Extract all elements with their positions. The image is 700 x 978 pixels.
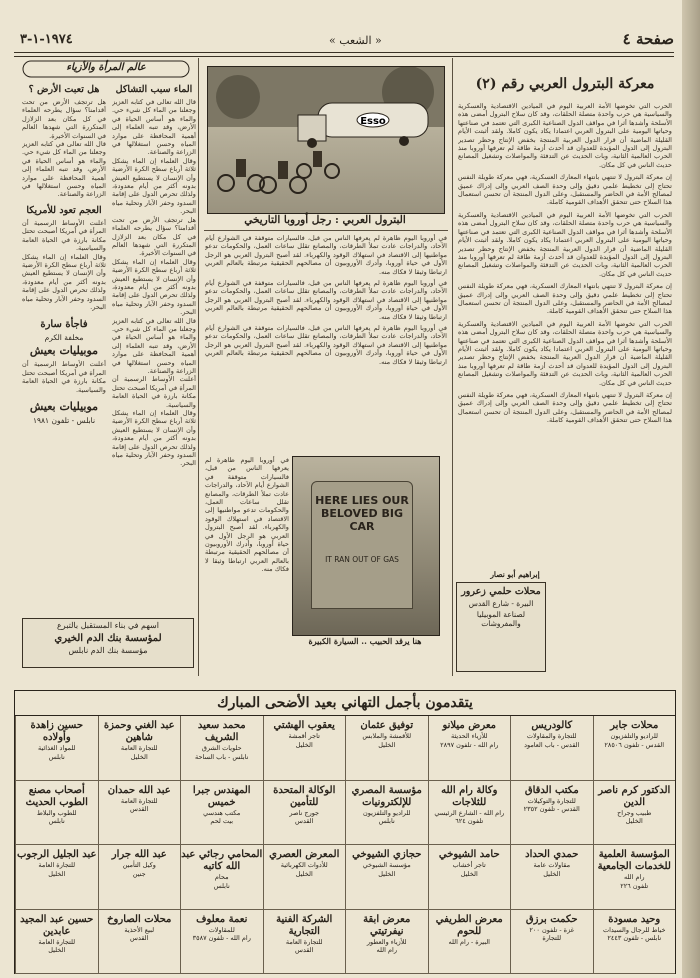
article-body: قال الله تعالى في كتابه العزيز وجعلنا من الماء كل شيء حي. والماء هو أساس الحياة في الأرض، وقد تنبه العلماء إلى أهمية المحافظة على موارد المياه وحسن استغلالها في الزراعة والصناعة. [112, 316, 196, 375]
greeting-cell [263, 845, 346, 910]
greeting-name: حمدي الحداد [525, 849, 579, 860]
greeting-name: معرض ابقة نيفرتيتي [363, 913, 411, 937]
photo2-caption: هنا يرقد الحبيب .. السيارة الكبيرة [308, 636, 422, 646]
photo-tanker-truck [207, 66, 445, 214]
greeting-cell [510, 910, 593, 975]
greeting-line: رام الله - تلفون ٣٥٨٧ [192, 934, 251, 942]
greeting-name: المعرض العصري [269, 849, 340, 860]
greeting-cell [98, 716, 181, 781]
article-body: إن معركة البترول لا تنتهي بانتهاء المعارك العسكرية، فهي معركة طويلة النفس تحتاج إلى تخطيط علمي دقيق وإلى وحدة الصف العربي وإلى إدراك عميق لمصالح الأمة في الحاضر والمستقبل، وعلى الدول المنتجة أن تحسن استعمال هذا السلاح حتى تتحقق الأهداف القومية كاملة. [458, 173, 672, 207]
greeting-line: الخليل [48, 946, 66, 954]
greeting-line: للتجارة العامة [38, 937, 76, 946]
greeting-cell [593, 781, 676, 846]
greeting-line: تلفون ٢٢٦ [620, 881, 649, 890]
greeting-name: وكالة رام الله للثلاجات [441, 784, 498, 808]
greeting-line: نابلس - تلفون ٢٤٤٣ [607, 934, 662, 942]
greeting-line: القدس [130, 805, 149, 813]
greeting-line: للأدوات الكهربائية [280, 861, 328, 869]
greeting-name: الشركة الفنية التجارية [276, 913, 333, 937]
article-body: الحرب التي تخوضها الأمة العربية اليوم في الميادين الاقتصادية والعسكرية والسياسية هي حرب واحدة متصلة الحلقات، وقد كان سلاح البترول أمضى هذه الأسلحة وأشدها أثرا في مواقف الدول الصناعية الكبرى التي تعتمد في صناعتها وحياتها اليومية على البترول العربي اعتمادا يكاد يكون كاملا. ولقد أثبتت الأيام القليلة الماضية أن قرار الدول العربية المنتجة بخفض الإنتاج وحظر تصدير البترول إلى الدول المؤيدة للعدوان قد أحدث أزمة طاقة لم تعرفها أوروبا منذ الحرب العالمية الثانية، وبات الحديث عن التدفئة والمواصلات وتشغيل المصانع حديث الناس في كل مكان. [458, 210, 672, 278]
greeting-cell [98, 910, 181, 975]
header-rule [14, 56, 674, 57]
photo1-caption: البترول العربي : رجل أوروبا التاريخي [244, 214, 406, 226]
greeting-name: الدكتور كرم ناصر الدين [598, 784, 671, 808]
article-signature: إبراهيم أبو نصار [490, 570, 540, 579]
greeting-line: الخليل [543, 869, 561, 878]
greeting-name: المحامي رجائي عبد الله كاتبه [181, 849, 263, 872]
greeting-line: للراديو والتلفزيون [610, 732, 658, 740]
greeting-line: القدس - تلفون ٢٣٥٢ [523, 805, 580, 813]
greeting-line: البيرة - رام الله [448, 937, 490, 946]
greeting-cell [180, 845, 263, 910]
greeting-line: للتجارة العامة [120, 796, 158, 805]
ad-brand: موبيليات بعيش [29, 399, 99, 413]
article-body: قال الله تعالى في كتابه العزيز وجعلنا من الماء كل شيء حي. والماء هو أساس الحياة في الأرض، وقد تنبه العلماء إلى أهمية المحافظة على موارد المياه وحسن استغلالها في الزراعة والصناعة. [112, 98, 196, 157]
greeting-cell [593, 716, 676, 781]
greeting-cell [345, 845, 428, 910]
greeting-cell [345, 716, 428, 781]
greeting-line: للأقمشة والملابس [362, 732, 412, 740]
greeting-line: خياط للرجال والسيدات [602, 925, 666, 934]
greeting-name: مؤسسة المصري للإلكترونيات [351, 784, 422, 808]
ad-line: مؤسسة بنك الدم نابلس [68, 646, 148, 655]
article-body: وقال العلماء إن الماء يشكل ثلاثة أرباع سطح الكرة الأرضية وأن الإنسان لا يستطيع العيش بدونه أكثر من أيام معدودة، ولذلك تحرص الدول على إقامة السدود وحفر الآبار وتحلية مياه البحر. [112, 409, 196, 468]
ad-line: اسهم في بناء المستقبل بالتبرع [57, 621, 159, 630]
greeting-name: عبد الله جرار [111, 849, 167, 860]
ad-zaarour [456, 582, 546, 672]
greeting-name: عبد الجليل الرجوب [17, 849, 97, 860]
greeting-line: مقاولات عامة [533, 861, 571, 869]
article-body: إن معركة البترول لا تنتهي بانتهاء المعارك العسكرية، فهي معركة طويلة النفس تحتاج إلى تخطيط علمي دقيق وإلى وحدة الصف العربي وإلى إدراك عميق لمصالح الأمة في الحاضر والمستقبل، وعلى الدول المنتجة أن تحسن استعمال هذا السلاح حتى تتحقق الأهداف القومية كاملة. [458, 391, 672, 425]
greetings-title: يتقدمون بأجمل التهاني بعيد الأضحى المبارك [15, 691, 675, 716]
greeting-cell [428, 845, 511, 910]
greeting-name: نعمة معلوف [196, 913, 248, 925]
greeting-line: رام الله - الشارع الرئيسي [434, 808, 505, 817]
article-body: أعلنت الأوساط الرسمية أن المرأة في أمريكا أصبحت تحتل مكانة بارزة في الحياة العامة والسياسية. [112, 375, 196, 409]
page-number: صفحة ٤ [622, 30, 674, 48]
greeting-line: الخليل [295, 869, 313, 878]
article-europe [205, 234, 447, 452]
article-heading: العجم تعود للأمريكا [26, 204, 102, 216]
article-body: هل ترتجف الأرض من تحت أقدامنا؟ سؤال يطرحه العلماء في كل مكان بعد الزلازل المتكررة التي شهدها العالم في السنوات الأخيرة. [22, 98, 106, 140]
greeting-line: القدس - باب العامود [524, 740, 580, 749]
article-body: وقال العلماء إن الماء يشكل ثلاثة أرباع سطح الكرة الأرضية وأن الإنسان لا يستطيع العيش بدونه أكثر من أيام معدودة، ولذلك تحرص الدول على إقامة السدود وحفر الآبار وتحلية مياه البحر. [22, 252, 106, 311]
greeting-line: مؤسسة الشيوخي [362, 861, 411, 869]
issue-date: ١٩٧٤-١-٣ [20, 32, 73, 47]
greeting-cell [15, 910, 98, 975]
greeting-line: نابلس [48, 817, 65, 825]
greeting-name: وحيد مسودة [608, 913, 661, 925]
greeting-line: الخليل [48, 869, 66, 878]
tombstone-text: HERE LIES OUR BELOVED BIG CAR [315, 494, 409, 533]
greeting-line: رام الله [624, 873, 645, 881]
greeting-line: القدس - تلفون ٢٨٥٠٦ [604, 740, 665, 749]
ad-line: نابلس - تلفون ١٩٨١ [32, 415, 96, 425]
greeting-name: مكتب الدقاق [524, 784, 579, 796]
greeting-name: توفيق عثمان [360, 720, 414, 731]
greeting-name: محلات الصاروخ [107, 913, 172, 925]
greeting-name: عبد الله حمدان [107, 784, 171, 796]
greeting-name: محلات جابر [610, 720, 659, 731]
greeting-line: بيت لحم [210, 817, 234, 825]
greeting-name: المهندس جبرا خميس [192, 784, 251, 808]
greeting-cell [428, 781, 511, 846]
greeting-line: غزة - تلفون ٢٠٠ [529, 925, 575, 934]
page-header [14, 30, 674, 53]
article-continued [205, 456, 289, 672]
greeting-cell [98, 845, 181, 910]
article-headline: معركة البترول العربي رقم (٢) [475, 76, 655, 92]
greeting-cell [263, 781, 346, 846]
eid-greetings-section [14, 690, 676, 974]
banner-title: عالم المرأة والأزياء [66, 62, 146, 73]
greeting-cell [263, 910, 346, 975]
greeting-line: للتجارة والتوكيلات [527, 796, 576, 805]
greeting-cell [98, 781, 181, 846]
ad-blood-bank [22, 618, 194, 668]
greeting-line: للتجارة العامة [38, 861, 76, 869]
greeting-cell [180, 781, 263, 846]
ad-title: محلات حلمي زعرور [461, 586, 541, 597]
ad-line: لصناعة الموبيليا والمفروشات [476, 610, 526, 628]
greeting-name: حجازي الشيوخي [352, 849, 422, 860]
greeting-line: تلفون ٦٢٤ [455, 817, 484, 825]
greeting-line: للطوب والبلاط [36, 808, 77, 817]
greeting-cell [510, 781, 593, 846]
greeting-cell [428, 910, 511, 975]
greeting-cell [510, 716, 593, 781]
greeting-line: الخليل [130, 752, 148, 761]
greeting-name: الوكالة المتحدة للتأمين [273, 784, 336, 808]
greeting-name: حكمت برزق [525, 913, 578, 925]
greeting-line: طبيب وجراح [617, 808, 652, 817]
article-body: إن معركة البترول لا تنتهي بانتهاء المعارك العسكرية، فهي معركة طويلة النفس تحتاج إلى تخطيط علمي دقيق وإلى وحدة الصف العربي وإلى إدراك عميق لمصالح الأمة في الحاضر والمستقبل، وعلى الدول المنتجة أن تحسن استعمال هذا السلاح حتى تتحقق الأهداف القومية كاملة. [458, 282, 672, 316]
article-body: في أوروبا اليوم ظاهرة لم يعرفها الناس من قبل، فالسيارات متوقفة في الشوارع أيام الآحاد، والدراجات عادت تملأ الطرقات، والمصانع تقلل ساعات العمل، والحكومات تدعو مواطنيها إلى الاقتصاد في استهلاك الوقود والكهرباء. لقد أصبح البترول العربي هو الرجل الأول في حياة أوروبا، وأدرك الأوروبيون أن مصالحهم الحقيقية مرتبطة بالعالم العربي ارتباطا وثيقا لا فكاك منه. [205, 234, 447, 276]
greeting-line: للتجارة [542, 934, 562, 942]
greeting-line: لبيع الأحذية [124, 925, 155, 934]
article-heading: الماء سبب التشاكل [115, 84, 193, 95]
article-heading: هل تعبت الأرض ؟ [28, 84, 100, 95]
greeting-line: للتجارة العامة [285, 937, 323, 946]
greeting-line: الخليل [378, 740, 396, 749]
tanker-illustration [208, 67, 444, 213]
column-rule [198, 58, 199, 676]
womens-section-banner [22, 60, 190, 78]
article-body: في أوروبا اليوم ظاهرة لم يعرفها الناس من قبل، فالسيارات متوقفة في الشوارع أيام الآحاد، والدراجات عادت تملأ الطرقات، والمصانع تقلل ساعات العمل، والحكومات تدعو مواطنيها إلى الاقتصاد في استهلاك الوقود والكهرباء. لقد أصبح البترول العربي هو الرجل الأول في حياة أوروبا، وأدرك الأوروبيون أن مصالحهم الحقيقية مرتبطة بالعالم العربي ارتباطا وثيقا لا فكاك منه. [205, 324, 447, 366]
ad-title: لمؤسسة بنك الدم الخيري [54, 633, 162, 644]
ad-line: مخلفة الكرم [44, 333, 84, 343]
article-body: الحرب التي تخوضها الأمة العربية اليوم في الميادين الاقتصادية والعسكرية والسياسية هي حرب واحدة متصلة الحلقات، وقد كان سلاح البترول أمضى هذه الأسلحة وأشدها أثرا في مواقف الدول الصناعية الكبرى التي تعتمد في صناعتها وحياتها اليومية على البترول العربي اعتمادا يكاد يكون كاملا. ولقد أثبتت الأيام القليلة الماضية أن قرار الدول العربية المنتجة بخفض الإنتاج وحظر تصدير البترول إلى الدول المؤيدة للعدوان قد أحدث أزمة طاقة لم تعرفها أوروبا منذ الحرب العالمية الثانية، وبات الحديث عن التدفئة والمواصلات وتشغيل المصانع حديث الناس في كل مكان. [458, 319, 672, 387]
greeting-line: القدس [295, 817, 314, 825]
greeting-name: معرض ميلانو [442, 720, 497, 731]
greeting-name: يعقوب الهشتي [273, 720, 335, 731]
greeting-cell [593, 910, 676, 975]
greeting-line: محام [214, 873, 229, 881]
page-edge [682, 0, 700, 978]
greeting-cell [428, 716, 511, 781]
column-rule [452, 58, 453, 676]
greeting-line: رام الله [376, 946, 397, 954]
greeting-line: الخليل [378, 869, 396, 878]
greeting-line: للراديو والتلفزيون [362, 808, 411, 817]
ad-heading: فاجأة سارة [40, 319, 88, 331]
greeting-name: حسين زاهدة وأولاده [30, 720, 84, 743]
esso-logo: Esso [360, 116, 386, 127]
ad-line: البيرة - شارع القدس [468, 599, 534, 608]
greeting-line: للتجارة العامة [120, 744, 158, 752]
greeting-cell [15, 781, 98, 846]
article-body: وقال العلماء إن الماء يشكل ثلاثة أرباع سطح الكرة الأرضية وأن الإنسان لا يستطيع العيش بدونه أكثر من أيام معدودة، ولذلك تحرص الدول على إقامة السدود وحفر الآبار وتحلية مياه البحر. [112, 257, 196, 317]
paper-name: « الشعب » [329, 34, 382, 47]
greeting-cell [15, 716, 98, 781]
greeting-name: حامد الشيوخي [438, 849, 500, 860]
greeting-line: للمواد الغذائية [38, 744, 76, 752]
greeting-name: أصحاب مصنع الطوب الحديث [25, 784, 88, 808]
greeting-name: كالودريس [531, 720, 573, 731]
greeting-name: المؤسسة العلمية للخدمات الجامعية [597, 849, 671, 872]
article-body: قال الله تعالى في كتابه العزيز وجعلنا من الماء كل شيء حي. والماء هو أساس الحياة في الأرض، وقد تنبه العلماء إلى أهمية المحافظة على موارد المياه وحسن استغلالها في الزراعة والصناعة. [22, 140, 106, 199]
tombstone [311, 481, 413, 609]
column-left-a [22, 82, 106, 612]
greeting-line: جورج ناصر [289, 808, 320, 817]
article-body: وقال العلماء إن الماء يشكل ثلاثة أرباع سطح الكرة الأرضية وأن الإنسان لا يستطيع العيش بدونه أكثر من أيام معدودة، ولذلك تحرص الدول على إقامة السدود وحفر الآبار وتحلية مياه البحر. [112, 156, 196, 216]
greeting-line: تاجر أقمشة [288, 732, 320, 740]
article-body: في أوروبا اليوم ظاهرة لم يعرفها الناس من قبل، فالسيارات متوقفة في الشوارع أيام الآحاد، والدراجات عادت تملأ الطرقات، والمصانع تقلل ساعات العمل، والحكومات تدعو مواطنيها إلى الاقتصاد في استهلاك الوقود والكهرباء. لقد أصبح البترول العربي هو الرجل الأول في حياة أوروبا، وأدرك الأوروبيون أن مصالحهم الحقيقية مرتبطة بالعالم العربي ارتباطا وثيقا لا فكاك منه. [205, 456, 289, 574]
greeting-cell [263, 716, 346, 781]
photo-grave-car [292, 456, 440, 636]
tombstone-subtext: IT RAN OUT OF GAS [325, 555, 399, 564]
article-body: أعلنت الأوساط الرسمية أن المرأة في أمريكا أصبحت تحتل مكانة بارزة في الحياة العامة والسياسية. [22, 218, 106, 253]
greeting-line: الخليل [625, 817, 643, 825]
greeting-cell [593, 845, 676, 910]
ad-brand: موبيليات بعيش [29, 344, 99, 358]
greeting-cell [510, 845, 593, 910]
greeting-line: للتجارة والمقاولات [526, 732, 577, 740]
greeting-line: جنين [132, 869, 146, 878]
greeting-name: معرض الطريفي للحوم [435, 913, 503, 937]
greeting-cell [345, 781, 428, 846]
greeting-line: نابلس [378, 817, 395, 825]
greeting-line: رام الله - تلفون ٢٨٩٧ [440, 740, 499, 749]
greeting-line: القدس [130, 934, 149, 942]
article-body: الحرب التي تخوضها الأمة العربية اليوم في الميادين الاقتصادية والعسكرية والسياسية هي حرب واحدة متصلة الحلقات، وقد كان سلاح البترول أمضى هذه الأسلحة وأشدها أثرا في مواقف الدول الصناعية الكبرى التي تعتمد في صناعتها وحياتها اليومية على البترول العربي اعتمادا يكاد يكون كاملا. ولقد أثبتت الأيام القليلة الماضية أن قرار الدول العربية المنتجة بخفض الإنتاج وحظر تصدير البترول إلى الدول المؤيدة للعدوان قد أحدث أزمة طاقة لم تعرفها أوروبا منذ الحرب العالمية الثانية، وبات الحديث عن التدفئة والمواصلات وتشغيل المصانع حديث الناس في كل مكان. [458, 102, 672, 169]
greeting-line: القدس [295, 946, 314, 954]
greeting-line: للأزياء والعطور [366, 937, 407, 946]
article-body: أعلنت الأوساط الرسمية أن المرأة في أمريكا أصبحت تحتل مكانة بارزة في الحياة العامة والسياسية. [22, 360, 106, 394]
greeting-line: نابلس [48, 752, 65, 761]
section-rule [204, 230, 448, 231]
greeting-line: حلويات الشرق [201, 744, 242, 752]
greeting-line: مكتب هندسي [203, 808, 241, 817]
greeting-cell [180, 716, 263, 781]
greeting-cell [345, 910, 428, 975]
greeting-name: عبد الغني وحمزة شاهين [103, 720, 175, 743]
greeting-cell [180, 910, 263, 975]
article-body: في أوروبا اليوم ظاهرة لم يعرفها الناس من قبل، فالسيارات متوقفة في الشوارع أيام الآحاد، والدراجات عادت تملأ الطرقات، والمصانع تقلل ساعات العمل، والحكومات تدعو مواطنيها إلى الاقتصاد في استهلاك الوقود والكهرباء. لقد أصبح البترول العربي هو الرجل الأول في حياة أوروبا، وأدرك الأوروبيون أن مصالحهم الحقيقية مرتبطة بالعالم العربي ارتباطا وثيقا لا فكاك منه. [205, 279, 447, 321]
greeting-line: نابلس [213, 881, 230, 890]
greeting-line: للمقاولات [208, 925, 235, 934]
greeting-name: محمد سعيد الشريف [197, 720, 246, 743]
greeting-line: تاجر أخشاب [452, 861, 486, 869]
greeting-line: الخليل [295, 740, 313, 749]
greeting-line: وكيل التأمين [122, 861, 156, 869]
article-body: هل ترتجف الأرض من تحت أقدامنا؟ سؤال يطرحه العلماء في كل مكان بعد الزلازل المتكررة التي شهدها العالم في السنوات الأخيرة. [112, 215, 196, 258]
greeting-line: نابلس - باب الساحة [195, 752, 249, 761]
column-left-b [112, 82, 196, 612]
greeting-name: حسين عبد المجيد عابدين [20, 913, 94, 937]
greeting-line: الخليل [460, 869, 478, 878]
greeting-cell [15, 845, 98, 910]
greeting-line: للأزياء الحديثة [450, 732, 488, 740]
